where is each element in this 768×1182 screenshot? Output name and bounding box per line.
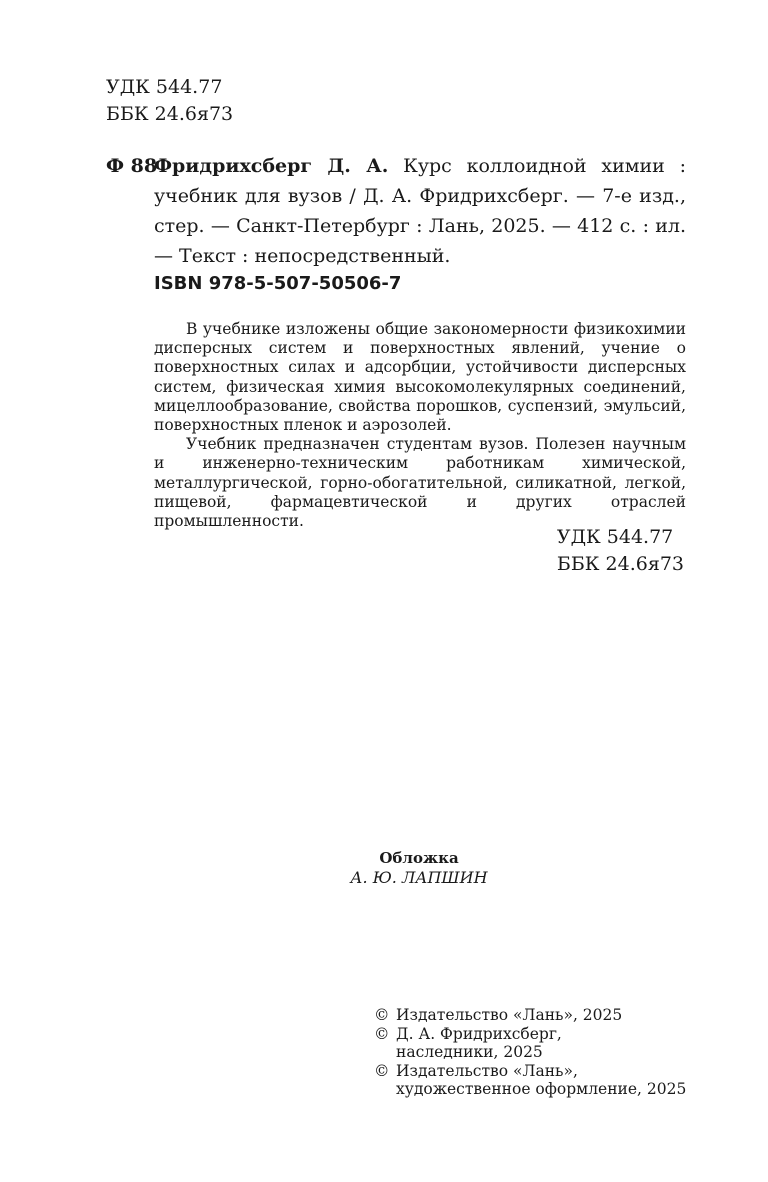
udk-code: УДК 544.77: [556, 526, 674, 548]
annotation-paragraph-2: Учебник предназначен студентам вузов. Полезен научным и инженерно-техническим работникам химической, металлургической, горно-обогатительной, силикатной, легкой, пищевой, фармацевтической и других отраслей промышленности.: [154, 435, 686, 531]
copyright-block: [374, 1006, 686, 1099]
bbk-code: ББК 24.6я73: [106, 103, 234, 125]
annotation-paragraph-1: В учебнике изложены общие закономерности физикохимии дисперсных систем и поверхностных явлений, учение о поверхностных силах и адсорбции, устойчивости дисперсных систем, физическая химия высокомолекулярных соединений, мицеллообразование, свойства порошков, суспензий, эмульсий, поверхностных пленок и аэрозолей.: [154, 320, 686, 435]
copyright-line: Издательство «Лань», 2025: [396, 1006, 623, 1024]
copyright-line: наследники, 2025: [396, 1043, 543, 1061]
isbn: ISBN 978-5-507-50506-7: [154, 273, 402, 294]
copyright-line: Издательство «Лань»,: [396, 1061, 578, 1080]
copyright-line: художественное оформление, 2025: [396, 1080, 687, 1098]
classification-codes-bottom: [557, 524, 684, 578]
classification-codes-top: [106, 74, 233, 128]
copyright-sign: ©: [374, 1006, 390, 1024]
cover-credit-title: Обложка: [379, 849, 459, 867]
copyright-entry: [374, 1025, 686, 1062]
cover-designer-name: А. Ю. ЛАПШИН: [350, 868, 488, 887]
author-name: Фридрихсберг Д. А.: [154, 155, 389, 177]
bibliographic-description: Курс коллоидной химии : учебник для вузов / Д. А. Фридрихсберг. — 7-е изд., стер. — Санкт-Петербург : Лань, 2025. — 412 с. : ил. — Текст : непосредственный.: [154, 155, 687, 267]
copyright-sign: ©: [374, 1061, 390, 1080]
copyright-line: Д. А. Фридрихсберг,: [396, 1024, 562, 1043]
udk-code: УДК 544.77: [106, 76, 223, 98]
bibliographic-record: [154, 151, 686, 271]
copyright-entry: [374, 1006, 686, 1025]
copyright-entry: [374, 1062, 686, 1099]
author-mark: Ф 88: [106, 155, 158, 177]
copyright-sign: ©: [374, 1024, 390, 1043]
annotation: [154, 320, 686, 531]
cover-credit: [0, 848, 768, 888]
bbk-code: ББК 24.6я73: [556, 553, 684, 575]
